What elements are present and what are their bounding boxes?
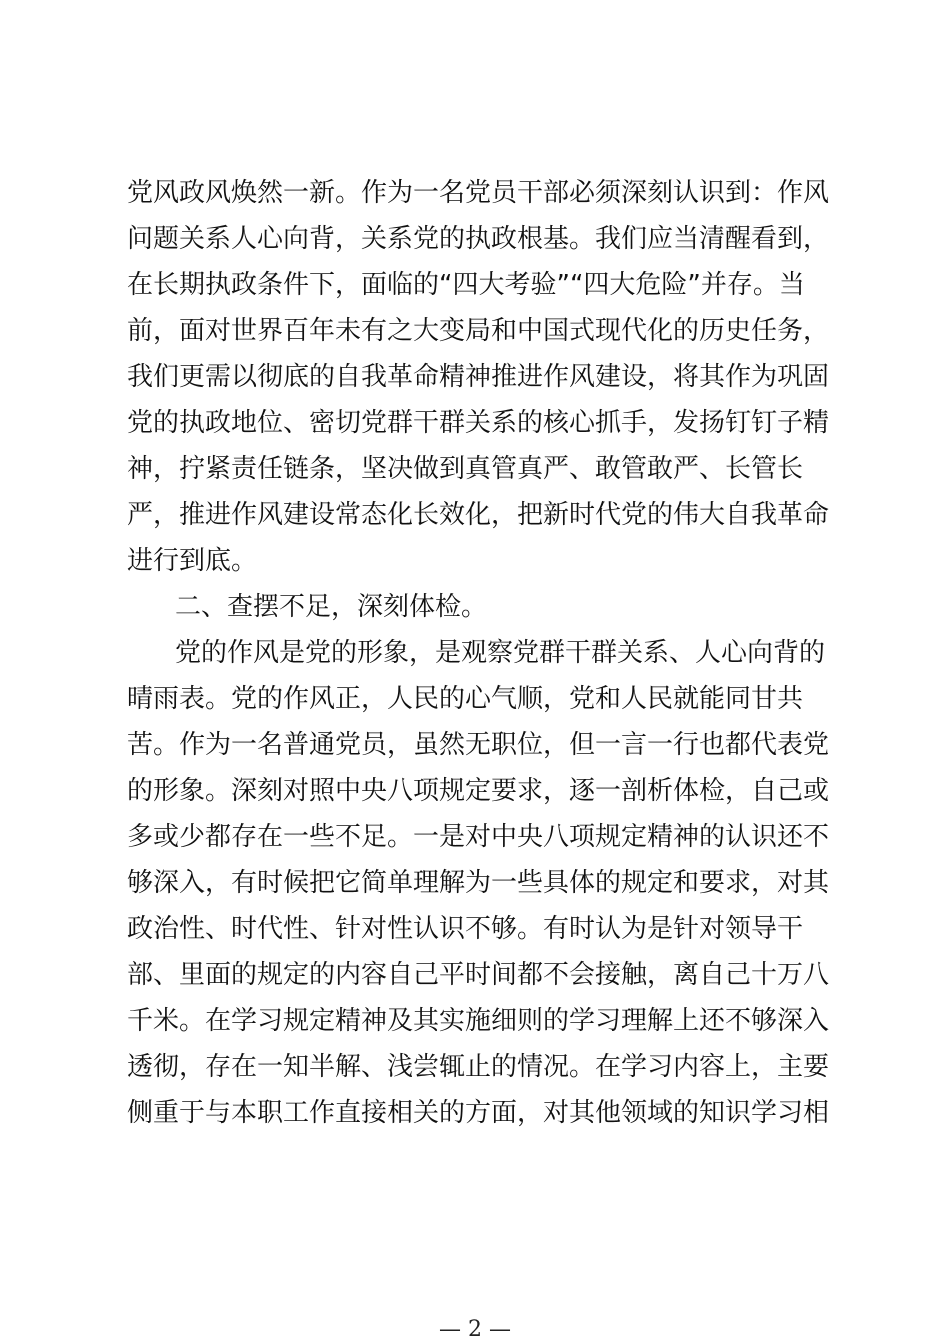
text-line: 多或少都存在一些不足。一是对中央八项规定精神的认识还不 — [127, 822, 830, 852]
text-line: 千米。在学习规定精神及其实施细则的学习理解上还不够深入 — [127, 1006, 830, 1036]
text-line: 问题关系人心向背，关系党的执政根基。我们应当清醒看到， — [127, 224, 830, 254]
text-line: 党的执政地位、密切党群干群关系的核心抓手，发扬钉钉子精 — [127, 408, 830, 438]
body-text — [127, 170, 830, 1136]
text-line: 的形象。深刻对照中央八项规定要求，逐一剖析体检，自己或 — [127, 776, 830, 806]
text-line: 在长期执政条件下，面临的“四大考验”“四大危险”并存。当 — [127, 270, 805, 300]
text-line: 透彻，存在一知半解、浅尝辄止的情况。在学习内容上，主要 — [127, 1052, 830, 1082]
text-line: 前，面对世界百年未有之大变局和中国式现代化的历史任务， — [127, 316, 830, 346]
text-line: 党的作风是党的形象，是观察党群干群关系、人心向背的 — [175, 638, 826, 668]
text-line: 晴雨表。党的作风正，人民的心气顺，党和人民就能同甘共 — [127, 684, 804, 714]
page-number: — 2 — — [439, 1317, 511, 1342]
text-line: 我们更需以彻底的自我革命精神推进作风建设，将其作为巩固 — [127, 362, 830, 392]
text-line: 部、里面的规定的内容自己平时间都不会接触，离自己十万八 — [127, 960, 830, 990]
text-line: 侧重于与本职工作直接相关的方面，对其他领域的知识学习相 — [127, 1098, 830, 1128]
text-line: 够深入，有时候把它简单理解为一些具体的规定和要求，对其 — [127, 868, 830, 898]
text-line: 苦。作为一名普通党员，虽然无职位，但一言一行也都代表党 — [127, 730, 830, 760]
text-line: 严，推进作风建设常态化长效化，把新时代党的伟大自我革命 — [127, 500, 830, 530]
text-line: 进行到底。 — [127, 546, 258, 576]
text-line: 党风政风焕然一新。作为一名党员干部必须深刻认识到：作风 — [127, 178, 830, 208]
section-heading: 二、查摆不足，深刻体检。 — [175, 592, 488, 622]
text-line: 政治性、时代性、针对性认识不够。有时认为是针对领导干 — [127, 914, 804, 944]
text-line: 神，拧紧责任链条，坚决做到真管真严、敢管敢严、长管长 — [127, 454, 804, 484]
